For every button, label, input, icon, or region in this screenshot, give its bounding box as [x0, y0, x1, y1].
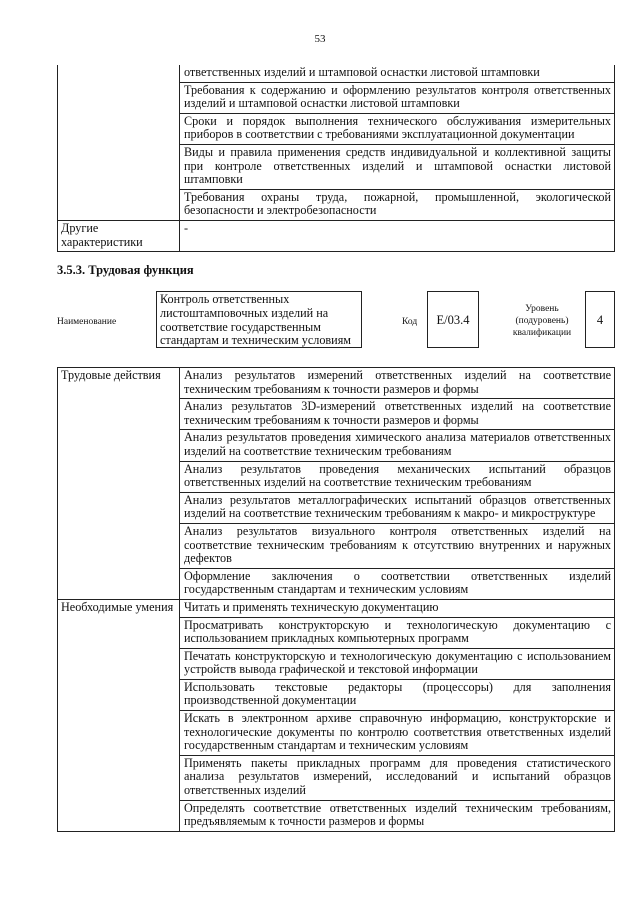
required-skill-item: Искать в электронном архиве справочную информацию, конструкторские и технологические документы по контролю соответствия ответственных изделий государственным стандартам и техническим условиям: [180, 711, 615, 756]
required-skills-group: [58, 599, 615, 831]
labor-action-item: Анализ результатов металлографических испытаний образцов ответственных изделий на соответствие техническим требованиям к макро- и микроструктуре: [180, 492, 615, 523]
labor-actions-label: Трудовые действия: [58, 368, 180, 600]
other-characteristics-label: Другие характеристики: [58, 220, 180, 251]
knowledge-label-cell: [58, 65, 180, 220]
labor-action-item: Анализ результатов 3D-измерений ответственных изделий на соответствие техническим требованиям к точности размеров и формы: [180, 399, 615, 430]
required-skills-label: Необходимые умения: [58, 599, 180, 831]
knowledge-item: Виды и правила применения средств индивидуальной и коллективной защиты при контроле ответственных изделий и штамповой оснастки листовой штамповки: [180, 144, 615, 189]
knowledge-item: Требования к содержанию и оформлению результатов контроля ответственных изделий и штамповой оснастки листовой штамповки: [180, 82, 615, 113]
knowledge-item: Требования охраны труда, пожарной, промышленной, экологической безопасности и электробезопасности: [180, 189, 615, 220]
labor-action-item: Оформление заключения о соответствии ответственных изделий государственным стандартам и техническим условиям: [180, 568, 615, 599]
labor-action-item: Анализ результатов измерений ответственных изделий на соответствие техническим требованиям к точности размеров и формы: [180, 368, 615, 399]
table-row: [58, 599, 615, 617]
required-skill-item: Просматривать конструкторскую и технологическую документацию с использованием прикладных компьютерных программ: [180, 617, 615, 648]
page-number: 53: [314, 33, 326, 45]
code-label: Код: [402, 317, 418, 327]
labor-function-header: [57, 287, 615, 353]
table-row: [58, 368, 615, 399]
required-skill-item: Печатать конструкторскую и технологическую документацию с использованием устройств вывода графической и текстовой информации: [180, 648, 615, 679]
labor-action-item: Анализ результатов проведения механических испытаний образцов ответственных изделий на соответствие техническим требованиям: [180, 461, 615, 492]
qualification-level-value: 4: [585, 291, 615, 348]
knowledge-item: Сроки и порядок выполнения технического обслуживания измерительных приборов в соответствии с требованиями эксплуатационной документации: [180, 113, 615, 144]
code-value: E/03.4: [427, 291, 479, 348]
required-skill-item: Использовать текстовые редакторы (процессоры) для заполнения производственной документации: [180, 679, 615, 710]
labor-action-item: Анализ результатов проведения химического анализа материалов ответственных изделий на соответствие техническим требованиям: [180, 430, 615, 461]
required-skill-item: Читать и применять техническую документацию: [180, 599, 615, 617]
labor-actions-group: [58, 368, 615, 600]
other-characteristics-value: -: [180, 220, 615, 251]
required-skill-item: Применять пакеты прикладных программ для проведения статистического анализа результатов измерений, исследований и испытаний образцов ответственных изделий: [180, 755, 615, 800]
name-label: Наименование: [57, 317, 117, 327]
labor-action-item: Анализ результатов визуального контроля ответственных изделий на соответствие техническим требованиям к отсутствию внутренних и наружных дефектов: [180, 523, 615, 568]
table-row: [58, 220, 615, 251]
qualification-level-label: Уровень (подуровень) квалификации: [512, 304, 572, 338]
knowledge-item: ответственных изделий и штамповой оснастки листовой штамповки: [180, 65, 615, 82]
labor-function-table: [57, 367, 615, 832]
table-row: [58, 65, 615, 82]
function-name-value: Контроль ответственных листоштамповочных изделий на соответствие государственным стандартам и техническим условиям: [156, 291, 362, 348]
section-heading: 3.5.3. Трудовая функция: [57, 263, 194, 277]
required-skill-item: Определять соответствие ответственных изделий техническим требованиям, предъявляемым к точности размеров и формы: [180, 800, 615, 831]
knowledge-continuation-table: [57, 65, 615, 252]
